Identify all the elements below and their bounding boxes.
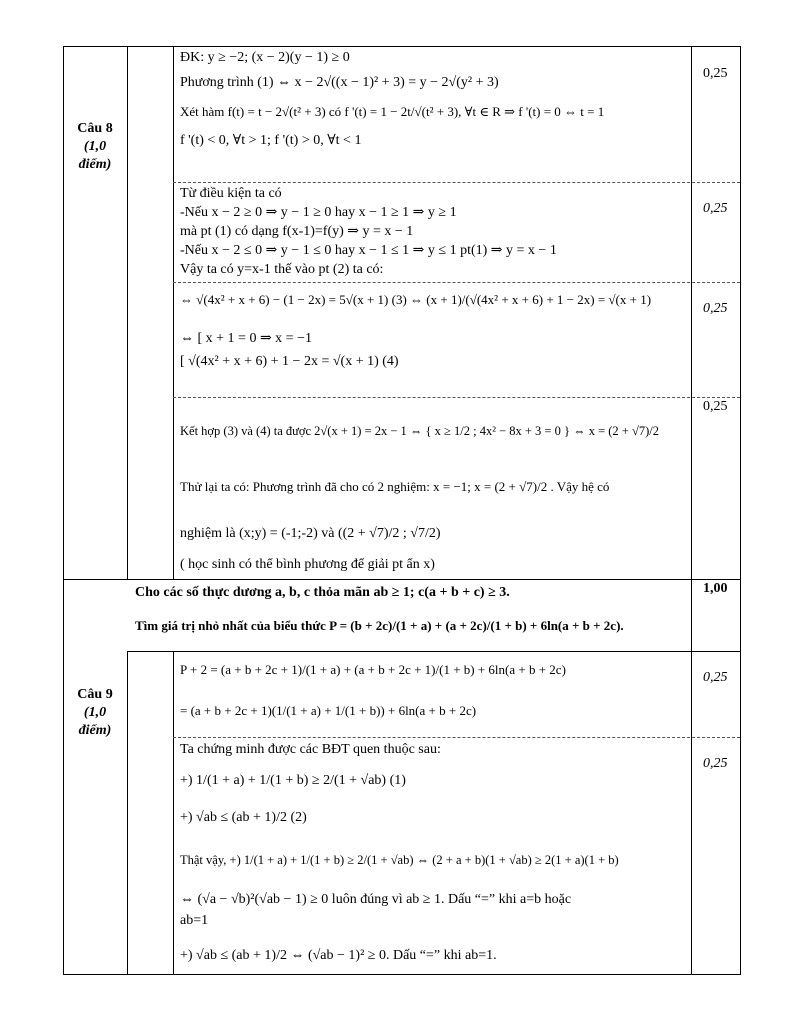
score-q8-2: 0,25 [703, 201, 728, 216]
q8-b4-line-1: Kết hợp (3) và (4) ta được 2√(x + 1) = 2x − 1 ⇔ { x ≥ 1/2 ; 4x² − 8x + 3 = 0 } ⇔ x = (2 + √7)/2 [180, 424, 659, 438]
score-q9-1: 0,25 [703, 670, 728, 685]
score-q8-4: 0,25 [703, 399, 728, 414]
q8-b4-line-3: nghiệm là (x;y) = (-1;-2) và ((2 + √7)/2 ; √7/2) [180, 526, 441, 541]
col-divider-2b [173, 651, 174, 975]
q8-b4-line-2: Thử lại ta có: Phương trình đã cho có 2 nghiệm: x = −1; x = (2 + √7)/2 . Vậy hệ có [180, 479, 610, 494]
score-q8-3: 0,25 [703, 301, 728, 316]
row-divider-q8-q9 [63, 579, 741, 580]
q9-b2-line-1: Ta chứng minh được các BĐT quen thuộc sau: [180, 742, 441, 757]
score-q8-1: 0,25 [703, 66, 728, 81]
q8-b3-line-2: ⇔ [ x + 1 = 0 ⇒ x = −1 [180, 331, 312, 346]
score-q9-2: 0,25 [703, 756, 728, 771]
q9-b2-line-4: Thật vậy, +) 1/(1 + a) + 1/(1 + b) ≥ 2/(1 + √ab) ⇔ (2 + a + b)(1 + √ab) ≥ 2(1 + a)(1 + b) [180, 853, 619, 867]
q8-b1-line-4: f '(t) < 0, ∀t > 1; f '(t) > 0, ∀t < 1 [180, 133, 362, 148]
col-divider-score [691, 46, 692, 975]
q9-b2-line-2: +) 1/(1 + a) + 1/(1 + b) ≥ 2/(1 + √ab) (1) [180, 773, 406, 788]
q8-b2-line-3: mà pt (1) có dạng f(x-1)=f(y) ⇒ y = x − 1 [180, 224, 414, 239]
q8-b1-line-2: Phương trình (1) ⇔ x − 2√((x − 1)² + 3) = y − 2√(y² + 3) [180, 75, 499, 90]
q8-b3-line-3: [ √(4x² + x + 6) + 1 − 2x = √(x + 1) (4) [180, 354, 399, 369]
q9-b2-line-6: ab=1 [180, 913, 209, 928]
q8-b2-line-4: -Nếu x − 2 ≤ 0 ⇒ y − 1 ≤ 0 hay x − 1 ≤ 1 ⇒ y ≤ 1 pt(1) ⇒ y = x − 1 [180, 243, 557, 258]
q8-b1-line-1: ĐK: y ≥ −2; (x − 2)(y − 1) ≥ 0 [180, 50, 350, 65]
q9-problem-line-1: Cho các số thực dương a, b, c thỏa mãn ab ≥ 1; c(a + b + c) ≥ 3. [135, 585, 510, 600]
q8-b2-line-5: Vậy ta có y=x-1 thế vào pt (2) ta có: [180, 262, 384, 277]
q8-block-2 [180, 184, 685, 279]
dash-divider-4 [173, 737, 740, 738]
q8-b1-line-3: Xét hàm f(t) = t − 2√(t² + 3) có f '(t) = 1 − 2t/√(t² + 3), ∀t ∈ R ⇒ f '(t) = 0 ⇔ t = 1 [180, 104, 605, 119]
question-9-label [63, 686, 127, 740]
q9-block-1 [180, 660, 685, 720]
dash-divider-3 [173, 397, 740, 398]
q8-b4-line-4: ( học sinh có thể bình phương để giải pt ẩn x) [180, 557, 435, 572]
q8-b2-line-2: -Nếu x − 2 ≥ 0 ⇒ y − 1 ≥ 0 hay x − 1 ≥ 1 ⇒ y ≥ 1 [180, 205, 457, 220]
q9-b1-line-2: = (a + b + 2c + 1)(1/(1 + a) + 1/(1 + b)) + 6ln(a + b + 2c) [180, 703, 477, 718]
dash-divider-2 [173, 282, 740, 283]
question-9-title: Câu 9 [77, 687, 113, 702]
q8-block-3 [180, 290, 685, 371]
score-q9-total: 1,00 [703, 581, 728, 596]
question-8-points: (1,0 điểm) [78, 139, 112, 172]
dash-divider-1 [173, 182, 740, 183]
q8-b2-line-1: Từ điều kiện ta có [180, 186, 282, 201]
row-divider-q9-problem [127, 651, 741, 652]
col-divider-2 [173, 46, 174, 579]
q8-block-4 [180, 422, 685, 574]
question-8-label [63, 120, 127, 174]
q9-block-2 [180, 740, 685, 965]
q8-b3-line-1: ⇔ √(4x² + x + 6) − (1 − 2x) = 5√(x + 1) (3) ⇔ (x + 1)/(√(4x² + x + 6) + 1 − 2x) = √(x + 1) [180, 292, 652, 307]
q9-b1-line-1: P + 2 = (a + b + 2c + 1)/(1 + a) + (a + b + 2c + 1)/(1 + b) + 6ln(a + b + 2c) [180, 662, 566, 677]
question-8-title: Câu 8 [77, 121, 113, 136]
col-divider-1 [127, 46, 128, 579]
q9-b2-line-7: +) √ab ≤ (ab + 1)/2 ⇔ (√ab − 1)² ≥ 0. Dấu “=” khi ab=1. [180, 948, 497, 963]
q9-problem-line-2: Tìm giá trị nhỏ nhất của biểu thức P = (b + 2c)/(1 + a) + (a + 2c)/(1 + b) + 6ln(a + b + 2c). [135, 618, 624, 633]
q9-b2-line-5: ⇔ (√a − √b)²(√ab − 1) ≥ 0 luôn đúng vì ab ≥ 1. Dấu “=” khi a=b hoặc [180, 892, 572, 907]
col-divider-1b [127, 651, 128, 975]
q8-block-1 [180, 48, 685, 150]
q9-problem [135, 583, 687, 635]
q9-b2-line-3: +) √ab ≤ (ab + 1)/2 (2) [180, 810, 307, 825]
question-9-points: (1,0 điểm) [78, 705, 112, 738]
